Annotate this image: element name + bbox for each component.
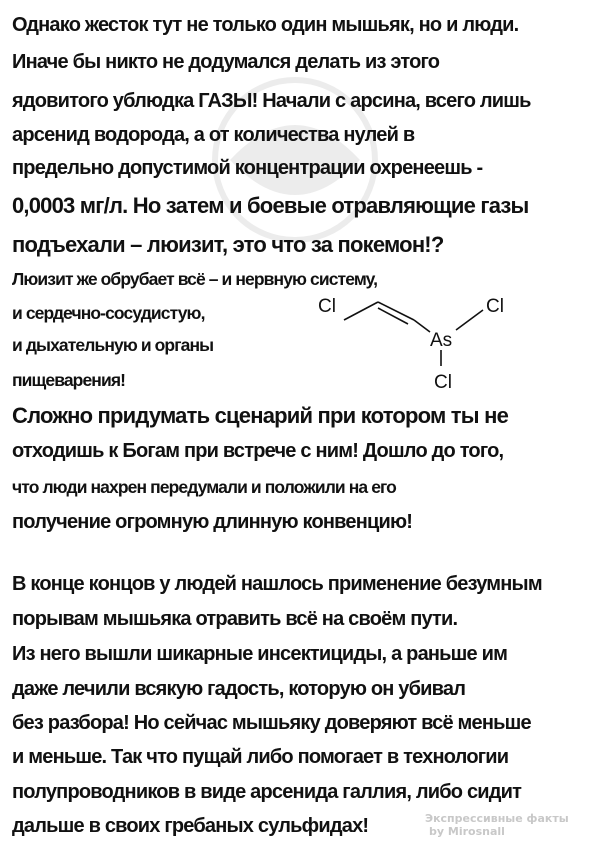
watermark [425, 812, 595, 838]
text-line: отходишь к Богам при встрече с ним! Дошло до того, [12, 440, 504, 462]
text-line: ядовитого ублюдка ГАЗЫ! Начали с арсина, всего лишь [12, 90, 531, 112]
text-line: Иначе бы никто не додумался делать из этого [12, 51, 440, 73]
text-line: арсенид водорода, а от количества нулей в [12, 124, 415, 146]
text-line: предельно допустимой концентрации охренеешь - [12, 157, 483, 179]
text-line: В конце концов у людей нашлось применение безумным [12, 573, 542, 595]
watermark-author: by Mirosnall [429, 825, 505, 838]
text-line: подъехали – люизит, это что за покемон!? [12, 232, 444, 257]
text-line: получение огромную длинную конвенцию! [12, 511, 413, 533]
text-line: Из него вышли шикарные инсектициды, а раньше им [12, 643, 508, 665]
text-line: порывам мышьяка отравить всё на своём пути. [12, 608, 458, 630]
text-line: пищеварения! [12, 370, 126, 390]
text-line: Однако жесток тут не только один мышьяк, но и люди. [12, 14, 519, 36]
text-line: дальше в своих гребаных сульфидах! [12, 815, 369, 837]
text-line: полупроводников в виде арсенида галлия, либо сидит [12, 781, 522, 803]
bond-single [456, 310, 483, 330]
text-line: Люизит же обрубает всё – и нервную систему, [12, 269, 378, 289]
atom-label-cl-left: Cl [318, 296, 336, 317]
atom-label-as: As [430, 330, 453, 351]
watermark-title: Экспрессивные факты [425, 812, 569, 825]
lewisite-structure-diagram [318, 288, 528, 398]
text-line: даже лечили всякую гадость, которую он убивал [12, 678, 466, 700]
text-line: без разбора! Но сейчас мышьяку доверяют всё меньше [12, 712, 531, 734]
text-line: 0,0003 мг/л. Но затем и боевые отравляющие газы [12, 193, 529, 218]
text-line: Сложно придумать сценарий при котором ты не [12, 403, 509, 428]
text-line: и сердечно-сосудистую, [12, 303, 205, 323]
bond-double-b [378, 308, 408, 324]
text-line: и меньше. Так что пущай либо помогает в технологии [12, 746, 509, 768]
bond-single [344, 302, 378, 320]
text-line: и дыхательную и органы [12, 335, 214, 355]
atom-label-cl-right: Cl [486, 296, 504, 317]
text-line: что люди нахрен передумали и положили на его [12, 477, 396, 497]
bond-single [414, 320, 430, 332]
atom-label-cl-bottom: Cl [434, 372, 452, 393]
